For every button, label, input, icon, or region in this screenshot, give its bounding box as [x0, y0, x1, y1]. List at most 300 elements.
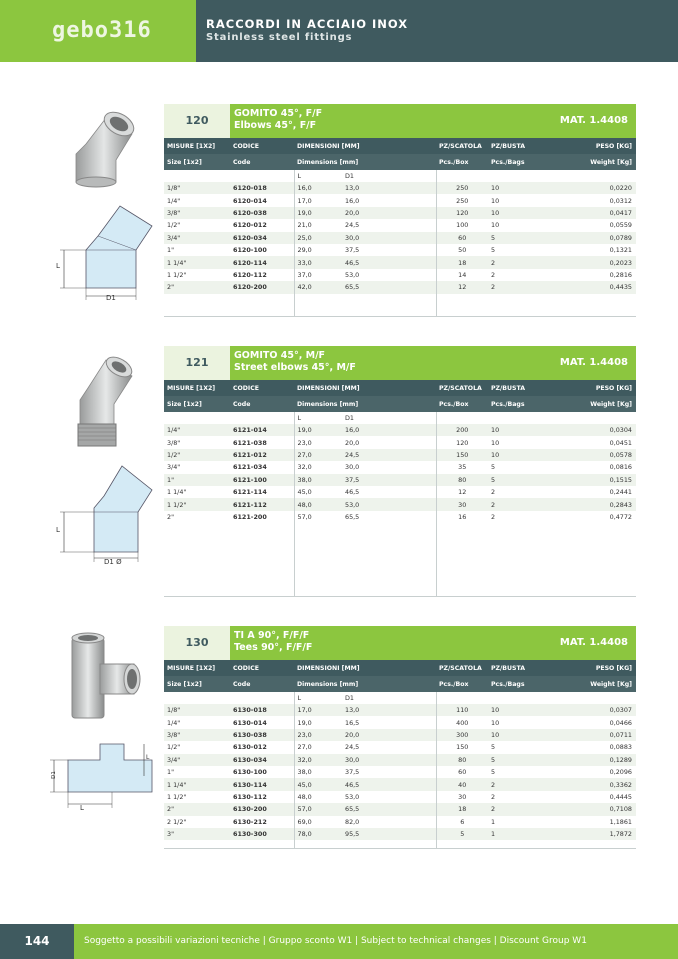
product-section-121: [164, 346, 636, 597]
dim-l-cell: 48,0: [297, 792, 312, 801]
product-name-it: TI A 90°, F/F/F: [234, 630, 310, 641]
col-dimensions-header: Dimensions [mm]: [294, 154, 436, 170]
dim-l-cell: 21,0: [297, 221, 312, 230]
drawing-label-l: L: [56, 526, 60, 534]
pcs-box-cell: 14: [458, 270, 467, 279]
table-row: [164, 182, 636, 194]
empty-cell: [488, 170, 538, 182]
dim-l-cell: 42,0: [294, 281, 342, 293]
size-cell: 1/4": [164, 424, 230, 436]
col-dimensions-header: DIMENSIONI [MM]: [294, 380, 436, 396]
code-cell: 6120-100: [230, 244, 294, 256]
dim-l-cell: 38,0: [297, 768, 312, 777]
dim-d1-cell: 24,5: [342, 449, 436, 461]
table-row: [164, 244, 636, 256]
code-cell: 6121-012: [230, 449, 294, 461]
empty-cell: [230, 412, 294, 424]
pcs-box-cell: 120: [456, 438, 469, 447]
size-cell: 3/4": [164, 754, 230, 766]
pcs-box-cell: 12: [458, 488, 467, 497]
col-pcs-box-header: PZ/SCATOLA: [436, 380, 488, 396]
code-cell: 6121-038: [230, 436, 294, 448]
pcs-box-cell: 18: [436, 803, 488, 815]
code-cell: 6130-100: [230, 766, 294, 778]
empty-cell: [164, 170, 230, 182]
dim-d1-cell: 20,0: [342, 729, 436, 741]
dim-l-cell: 23,0: [297, 438, 312, 447]
code-cell: 6130-012: [230, 741, 294, 753]
weight-cell: 0,0451: [609, 438, 632, 447]
size-cell: 2": [167, 512, 175, 521]
dim-d1-cell: 46,5: [342, 486, 436, 498]
size-cell: 2": [164, 803, 230, 815]
col-pcs-bag-header: PZ/BUSTA: [488, 380, 538, 396]
dim-d1-cell: 16,0: [342, 194, 436, 206]
table-filler-row: [164, 294, 636, 316]
street-elbow-45-mf-photo: [72, 350, 142, 450]
size-cell: 1/4": [167, 196, 181, 205]
pcs-bag-cell: 2: [491, 792, 496, 801]
pcs-bag-cell: 10: [488, 182, 538, 194]
dim-d1-cell: 37,5: [342, 766, 436, 778]
product-name: [234, 350, 356, 374]
col-code-header: CODICE: [230, 138, 294, 154]
dim-l-cell: 17,0: [294, 704, 342, 716]
dim-d1-cell: 65,5: [342, 511, 436, 523]
dim-l-cell: 25,0: [294, 232, 342, 244]
pcs-bag-cell: 5: [491, 463, 496, 472]
weight-cell: 0,2441: [609, 488, 632, 497]
dim-d1-cell: 95,5: [342, 828, 436, 840]
product-code: 121: [164, 346, 230, 380]
col-pcs-box-header: PZ/SCATOLA: [436, 660, 488, 676]
table-row: [164, 511, 636, 523]
drawing-label-l: L: [80, 804, 84, 812]
table-row: [164, 436, 636, 448]
col-size-header: Size [1x2]: [164, 676, 230, 692]
dim-d1-cell: 30,0: [342, 754, 436, 766]
size-cell: 1/2": [167, 743, 181, 752]
size-cell: 1": [167, 246, 175, 255]
code-cell: 6130-112: [230, 791, 294, 803]
size-cell: 3/8": [164, 729, 230, 741]
empty-cell: [342, 523, 436, 596]
dim-l-cell: 19,0: [297, 718, 312, 727]
dim-l-cell: 23,0: [294, 729, 342, 741]
dim-l-label: L: [294, 692, 342, 704]
weight-cell: 1,7872: [538, 828, 636, 840]
col-size-header: Size [1x2]: [164, 396, 230, 412]
code-cell: 6130-200: [230, 803, 294, 815]
empty-cell: [164, 692, 230, 704]
weight-cell: 0,1289: [538, 754, 636, 766]
pcs-box-cell: 16: [458, 512, 467, 521]
table-row: [164, 194, 636, 206]
weight-cell: 0,0578: [538, 449, 636, 461]
size-cell: 1": [167, 768, 175, 777]
code-cell: 6121-200: [230, 511, 294, 523]
empty-cell: [230, 170, 294, 182]
dim-d1-cell: 13,0: [342, 182, 436, 194]
col-code-header: CODICE: [230, 660, 294, 676]
empty-cell: [294, 523, 342, 596]
empty-cell: [538, 170, 636, 182]
code-cell: 6121-112: [230, 498, 294, 510]
table-row: [164, 716, 636, 728]
pcs-box-cell: 30: [458, 792, 467, 801]
pcs-box-cell: 100: [456, 221, 469, 230]
col-pcs-bag-header: Pcs./Bags: [488, 154, 538, 170]
col-dimensions-header: DIMENSIONI [MM]: [294, 138, 436, 154]
catalog-title-it: RACCORDI IN ACCIAIO INOX: [206, 17, 409, 31]
dim-l-cell: 45,0: [294, 778, 342, 790]
col-pcs-bag-header: Pcs./Bags: [488, 676, 538, 692]
pcs-bag-cell: 2: [488, 281, 538, 293]
dim-d1-cell: 82,0: [342, 816, 436, 828]
table-row: [164, 281, 636, 293]
pcs-box-cell: 120: [436, 207, 488, 219]
product-name-en: Elbows 45°, F/F: [234, 120, 317, 131]
dim-l-cell: 38,0: [294, 474, 342, 486]
dim-l-cell: 57,0: [297, 512, 312, 521]
weight-cell: 0,2023: [538, 256, 636, 268]
drawing-label-l: L: [56, 262, 60, 270]
table-row: [164, 778, 636, 790]
product-section-130: [164, 626, 636, 849]
elbow-45-ff-photo: [62, 104, 142, 188]
empty-cell: [436, 294, 488, 316]
pcs-bag-cell: 2: [488, 498, 538, 510]
pcs-bag-cell: 10: [491, 438, 500, 447]
pcs-bag-cell: 2: [488, 256, 538, 268]
dim-d1-cell: 46,5: [342, 778, 436, 790]
table-filler-row: [164, 840, 636, 848]
size-cell: 3/4": [167, 463, 181, 472]
table-row: [164, 729, 636, 741]
table-row: [164, 766, 636, 778]
dim-d1-label: D1: [342, 170, 436, 182]
pcs-bag-cell: 5: [491, 768, 496, 777]
size-cell: 1 1/2": [167, 792, 187, 801]
table-row: [164, 803, 636, 815]
table-row: [164, 269, 636, 281]
pcs-box-cell: 60: [458, 768, 467, 777]
empty-cell: [538, 692, 636, 704]
table-row: [164, 474, 636, 486]
code-cell: 6120-112: [230, 269, 294, 281]
dim-l-label: L: [294, 170, 342, 182]
pcs-box-cell: 50: [458, 246, 467, 255]
dim-l-cell: 57,0: [294, 803, 342, 815]
pcs-bag-cell: 5: [491, 246, 496, 255]
empty-cell: [538, 840, 636, 848]
size-cell: 3": [164, 828, 230, 840]
weight-cell: 0,0883: [609, 743, 632, 752]
pcs-bag-cell: 2: [491, 512, 496, 521]
table-row: [164, 791, 636, 803]
dim-l-cell: 45,0: [297, 488, 312, 497]
material-label: MAT. 1.4408: [559, 115, 628, 126]
dim-d1-cell: 65,5: [342, 281, 436, 293]
empty-cell: [230, 840, 294, 848]
code-cell: 6130-114: [230, 778, 294, 790]
col-weight-header: PESO [KG]: [538, 660, 636, 676]
pcs-box-cell: 250: [456, 196, 469, 205]
code-cell: 6130-212: [230, 816, 294, 828]
size-cell: 1 1/4": [167, 488, 187, 497]
pcs-box-cell: 18: [436, 256, 488, 268]
brand-logo: gebo316: [52, 18, 152, 43]
col-dimensions-header: Dimensions [mm]: [294, 396, 436, 412]
code-cell: 6130-038: [230, 729, 294, 741]
col-dimensions-header: Dimensions [mm]: [294, 676, 436, 692]
col-size-header: MISURE [1X2]: [164, 380, 230, 396]
weight-cell: 0,4772: [609, 512, 632, 521]
pcs-bag-cell: 10: [491, 221, 500, 230]
table-row: [164, 754, 636, 766]
product-table: [164, 138, 637, 316]
pcs-bag-cell: 10: [488, 207, 538, 219]
product-name-it: GOMITO 45°, M/F: [234, 350, 326, 361]
empty-cell: [436, 412, 488, 424]
pcs-bag-cell: 5: [488, 474, 538, 486]
dim-d1-cell: 24,5: [342, 741, 436, 753]
pcs-bag-cell: 5: [488, 754, 538, 766]
table-row: [164, 219, 636, 231]
table-row: [164, 461, 636, 473]
material-label: MAT. 1.4408: [559, 357, 628, 368]
col-code-header: Code: [230, 676, 294, 692]
empty-cell: [164, 840, 230, 848]
dim-l-cell: 69,0: [297, 817, 312, 826]
dim-d1-cell: 30,0: [342, 232, 436, 244]
pcs-box-cell: 30: [436, 498, 488, 510]
brand-bar: [0, 0, 196, 62]
dim-d1-cell: 46,5: [342, 256, 436, 268]
code-cell: 6120-018: [230, 182, 294, 194]
header-row-it: [164, 138, 636, 154]
empty-cell: [436, 170, 488, 182]
dim-l-cell: 19,0: [294, 424, 342, 436]
code-cell: 6130-034: [230, 754, 294, 766]
weight-cell: 0,4435: [538, 281, 636, 293]
empty-cell: [230, 692, 294, 704]
product-name-en: Tees 90°, F/F/F: [234, 642, 313, 653]
pcs-box-cell: 250: [436, 182, 488, 194]
empty-cell: [230, 294, 294, 316]
empty-cell: [436, 840, 488, 848]
pcs-bag-cell: 2: [488, 778, 538, 790]
size-cell: 1/4": [167, 718, 181, 727]
header-row-it: [164, 660, 636, 676]
weight-cell: 0,0816: [609, 463, 632, 472]
dim-l-cell: 29,0: [297, 246, 312, 255]
empty-cell: [488, 412, 538, 424]
code-cell: 6121-114: [230, 486, 294, 498]
code-cell: 6120-012: [230, 219, 294, 231]
dimension-label-row: [164, 412, 636, 424]
pcs-bag-cell: 10: [488, 449, 538, 461]
dim-l-cell: 37,0: [297, 270, 312, 279]
weight-cell: 1,1861: [609, 817, 632, 826]
dim-d1-cell: 53,0: [342, 269, 436, 281]
pcs-box-cell: 6: [460, 817, 465, 826]
size-cell: 1": [164, 474, 230, 486]
elbow-45-ff-drawing: [48, 200, 158, 305]
code-cell: 6121-034: [230, 461, 294, 473]
section-header: [164, 104, 636, 138]
weight-cell: 0,0307: [538, 704, 636, 716]
header-row-en: [164, 676, 636, 692]
header-row-en: [164, 154, 636, 170]
pcs-box-cell: 35: [458, 463, 467, 472]
col-pcs-box-header: Pcs./Box: [436, 396, 488, 412]
empty-cell: [488, 840, 538, 848]
street-elbow-45-mf-drawing: [48, 456, 158, 570]
size-cell: 1 1/2": [164, 498, 230, 510]
table-row: [164, 256, 636, 268]
dim-d1-cell: 16,5: [342, 716, 436, 728]
footer-note: Soggetto a possibili variazioni tecniche | Gruppo sconto W1 | Subject to technical changes | Discount Group W1: [74, 924, 678, 959]
empty-cell: [488, 692, 538, 704]
code-cell: 6120-038: [230, 207, 294, 219]
page-number: 144: [0, 924, 74, 959]
dim-d1-label: D1: [342, 692, 436, 704]
weight-cell: 0,0559: [609, 221, 632, 230]
col-weight-header: Weight [Kg]: [538, 396, 636, 412]
drawing-label-d1: D1: [50, 771, 57, 779]
header-row-it: [164, 380, 636, 396]
pcs-bag-cell: 10: [491, 196, 500, 205]
empty-cell: [164, 523, 230, 596]
dim-l-cell: 78,0: [294, 828, 342, 840]
col-pcs-bag-header: Pcs./Bags: [488, 396, 538, 412]
weight-cell: 0,0789: [538, 232, 636, 244]
size-cell: 1/2": [164, 449, 230, 461]
empty-cell: [538, 412, 636, 424]
dim-d1-cell: 16,0: [342, 424, 436, 436]
pcs-bag-cell: 5: [491, 743, 496, 752]
col-size-header: Size [1x2]: [164, 154, 230, 170]
dim-d1-cell: 13,0: [342, 704, 436, 716]
pcs-bag-cell: 10: [488, 424, 538, 436]
drawing-label-d1: D1 Ø: [104, 558, 122, 566]
pcs-box-cell: 400: [456, 718, 469, 727]
size-cell: 1/2": [167, 221, 181, 230]
empty-cell: [230, 523, 294, 596]
col-code-header: CODICE: [230, 380, 294, 396]
dim-d1-cell: 30,0: [342, 461, 436, 473]
size-cell: 1 1/2": [167, 270, 187, 279]
col-size-header: MISURE [1X2]: [164, 660, 230, 676]
drawing-label-l: L: [146, 754, 150, 761]
dim-l-cell: 32,0: [297, 463, 312, 472]
dim-l-cell: 17,0: [297, 196, 312, 205]
empty-cell: [342, 294, 436, 316]
dim-d1-cell: 20,0: [342, 207, 436, 219]
table-row: [164, 828, 636, 840]
size-cell: 1 1/4": [164, 256, 230, 268]
size-cell: 1 1/4": [164, 778, 230, 790]
table-row: [164, 704, 636, 716]
weight-cell: 0,4445: [609, 792, 632, 801]
dim-l-cell: 19,0: [294, 207, 342, 219]
weight-cell: 0,2816: [609, 270, 632, 279]
pcs-bag-cell: 1: [491, 817, 496, 826]
product-name-it: GOMITO 45°, F/F: [234, 108, 323, 119]
pcs-box-cell: 80: [436, 754, 488, 766]
table-filler-row: [164, 523, 636, 596]
product-table: [164, 660, 637, 848]
dim-l-cell: 33,0: [294, 256, 342, 268]
size-cell: 1/8": [164, 182, 230, 194]
col-code-header: Code: [230, 154, 294, 170]
col-dimensions-header: DIMENSIONI [MM]: [294, 660, 436, 676]
table-row: [164, 498, 636, 510]
col-code-header: Code: [230, 396, 294, 412]
drawing-label-d1: D1: [106, 294, 116, 302]
dim-d1-cell: 53,0: [342, 498, 436, 510]
table-row: [164, 424, 636, 436]
code-cell: 6121-014: [230, 424, 294, 436]
pcs-bag-cell: 2: [491, 270, 496, 279]
dim-d1-cell: 20,0: [342, 436, 436, 448]
empty-cell: [488, 294, 538, 316]
pcs-box-cell: 200: [436, 424, 488, 436]
pcs-box-cell: 150: [436, 449, 488, 461]
pcs-box-cell: 60: [436, 232, 488, 244]
pcs-box-cell: 12: [436, 281, 488, 293]
size-cell: 3/8": [164, 207, 230, 219]
col-weight-header: Weight [Kg]: [538, 676, 636, 692]
size-cell: 3/8": [167, 438, 181, 447]
col-pcs-box-header: Pcs./Box: [436, 154, 488, 170]
empty-cell: [294, 840, 342, 848]
col-pcs-bag-header: PZ/BUSTA: [488, 138, 538, 154]
col-weight-header: PESO [KG]: [538, 380, 636, 396]
dim-l-label: L: [294, 412, 342, 424]
dim-d1-cell: 65,5: [342, 803, 436, 815]
weight-cell: 0,0711: [538, 729, 636, 741]
weight-cell: 0,0466: [609, 718, 632, 727]
col-size-header: MISURE [1X2]: [164, 138, 230, 154]
product-name: [234, 630, 312, 654]
dim-d1-label: D1: [342, 412, 436, 424]
pcs-box-cell: 5: [436, 828, 488, 840]
code-cell: 6120-200: [230, 281, 294, 293]
dim-l-cell: 27,0: [297, 743, 312, 752]
weight-cell: 0,0417: [538, 207, 636, 219]
weight-cell: 0,3362: [538, 778, 636, 790]
pcs-bag-cell: 1: [488, 828, 538, 840]
weight-cell: 0,2096: [609, 768, 632, 777]
product-code: 130: [164, 626, 230, 660]
empty-cell: [164, 294, 230, 316]
dim-d1-cell: 37,5: [342, 474, 436, 486]
dim-l-cell: 27,0: [294, 449, 342, 461]
pcs-bag-cell: 2: [488, 803, 538, 815]
dimension-label-row: [164, 170, 636, 182]
empty-cell: [342, 840, 436, 848]
weight-cell: 0,0304: [538, 424, 636, 436]
col-pcs-box-header: PZ/SCATOLA: [436, 138, 488, 154]
product-name: [234, 108, 322, 132]
pcs-bag-cell: 5: [488, 232, 538, 244]
header-row-en: [164, 396, 636, 412]
size-cell: 3/4": [164, 232, 230, 244]
col-weight-header: PESO [KG]: [538, 138, 636, 154]
weight-cell: 0,2843: [538, 498, 636, 510]
